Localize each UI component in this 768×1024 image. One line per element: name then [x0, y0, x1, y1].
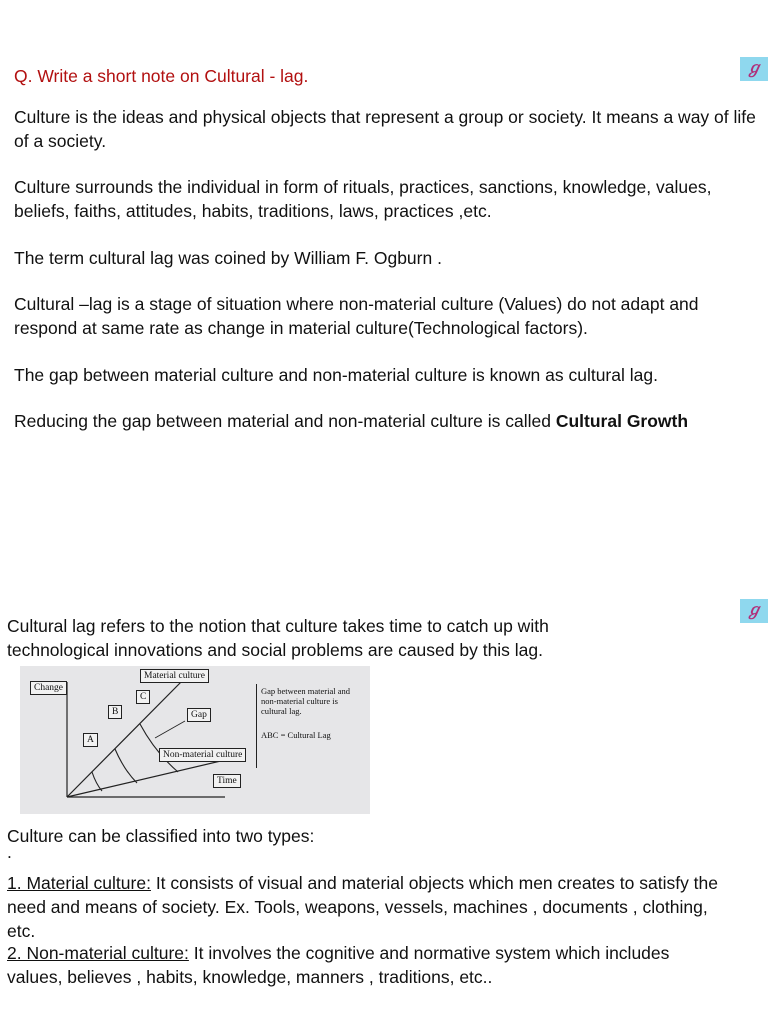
- paragraph-culture-surrounds: Culture surrounds the individual in form of rituals, practices, sanctions, knowledge, values, beliefs, faiths, attitudes, habits, traditions, laws, practices ,etc.: [14, 177, 712, 221]
- question-heading: Q. Write a short note on Cultural - lag.: [14, 66, 309, 86]
- growth-bold: Cultural Growth: [555, 411, 689, 431]
- label-material-culture: Material culture: [140, 669, 209, 683]
- label-change: Change: [30, 681, 67, 695]
- arc-b: [115, 749, 137, 783]
- paragraph-intro: Cultural lag refers to the notion that culture takes time to catch up with technological innovations and social problems are caused by this lag.: [7, 616, 549, 660]
- label-a: A: [83, 733, 98, 747]
- note-gap-text: Gap between material and non-material culture is cultural lag.: [261, 686, 350, 716]
- paragraph-cultural-lag-definition: Cultural –lag is a stage of situation where non-material culture (Values) do not adapt and respond at same rate as change in material culture(Technological factors).: [14, 294, 699, 338]
- label-time: Time: [213, 774, 241, 788]
- type-non-material-culture: [7, 941, 707, 989]
- label-c: C: [136, 690, 150, 704]
- type2-text: It involves the cognitive and normative system which includes values, believes , habits, knowledge, manners , traditions, etc..: [7, 943, 670, 987]
- paragraph-cultural-growth: [14, 409, 714, 433]
- arc-a: [92, 772, 102, 791]
- paragraph-ogburn: The term cultural lag was coined by William F. Ogburn .: [14, 248, 442, 268]
- type1-text: It consists of visual and material objects which men creates to satisfy the need and means of society. Ex. Tools, weapons, vessels, machines , documents , clothing, etc.: [7, 873, 719, 941]
- label-non-material-culture: Non-material culture: [159, 748, 246, 762]
- type1-label: 1. Material culture:: [7, 873, 151, 893]
- slide-2: [0, 575, 768, 1024]
- paragraph-culture-definition: Culture is the ideas and physical objects that represent a group or society. It means a way of life of a society.: [14, 107, 756, 151]
- script-g-icon: ℊ: [740, 599, 768, 623]
- note-box: [256, 684, 361, 768]
- type-material-culture: [7, 871, 727, 943]
- script-g-icon: ℊ: [740, 57, 768, 81]
- label-gap: Gap: [187, 708, 211, 722]
- gap-pointer: [155, 721, 185, 738]
- note-abc-text: ABC = Cultural Lag: [261, 730, 331, 740]
- paragraph-gap: The gap between material culture and non-material culture is known as cultural lag.: [14, 365, 658, 385]
- non-material-culture-line: [67, 760, 225, 797]
- label-b: B: [108, 705, 122, 719]
- types-heading: Culture can be classified into two types:: [7, 826, 315, 846]
- type2-label: 2. Non-material culture:: [7, 943, 189, 963]
- growth-prefix: Reducing the gap between material and non-material culture is called: [14, 411, 556, 431]
- cultural-lag-diagram: [20, 666, 370, 814]
- bullet-dot: .: [7, 842, 12, 862]
